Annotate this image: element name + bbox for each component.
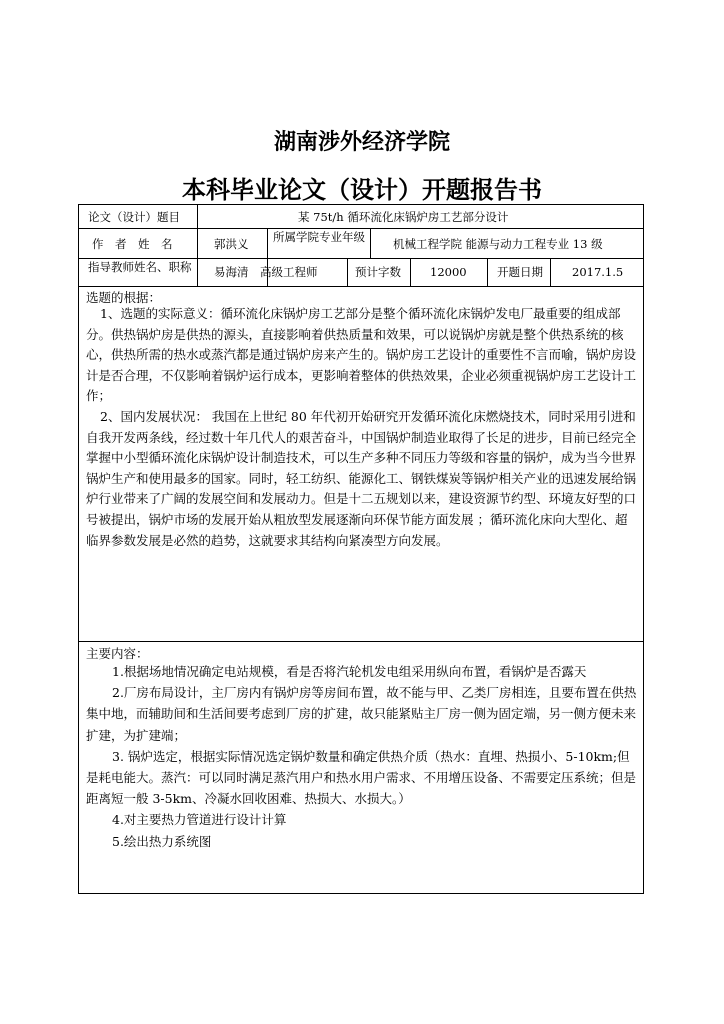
- content-item: 5.绘出热力系统图: [112, 833, 212, 849]
- col-divider: [197, 204, 198, 286]
- topic-label: 论文（设计）题目: [88, 210, 180, 224]
- row-divider: [78, 258, 644, 259]
- word-count-value: 12000: [430, 265, 467, 279]
- basis-heading: 选题的根据：: [86, 290, 162, 305]
- content-item: 4.对主要热力管道进行设计计算: [112, 812, 287, 828]
- content-item: 2.厂房布局设计，主厂房内有锅炉房等房间布置，故不能与甲、乙类厂房相连，且要布置在供热集中地，而辅助间和生活间要考虑到厂房的扩建，故只能紧贴主厂房一侧为固定端，另一侧方便未来扩建，为扩建端；: [86, 685, 637, 743]
- university-name: 湖南涉外经济学院: [273, 130, 450, 155]
- content-item: 3. 锅炉选定，根据实际情况选定锅炉数量和确定供热介质（热水：直埋、热损小、5-10km;但是耗电能大。蒸汽：可以同时满足蒸汽用户和热水用户需求、不用增压设备、不需要定压系统；但是距离短一般 3-5km、冷凝水回收困难、热损大、水损大。）: [86, 748, 637, 807]
- basis-paragraph: 2、国内发展状况： 我国在上世纪 80 年代初开始研究开发循环流化床燃烧技术，同时采用引进和自我开发两条线，经过数十年几代人的艰苦奋斗，中国锅炉制造业取得了长足的进步，目前已经完全掌握中小型循环流化床锅炉设计制造技术，可以生产多种不同压力等级和容量的锅炉，成为当今世界锅炉生产和使用最多的国家。同时，轻工纺织、能源化工、钢铁煤炭等锅炉相关产业的迅速发展给锅炉行业带来了广阔的发展空间和发展动力。但是十二五规划以来，建设资源节约型、环境友好型的口号被提出，锅炉市场的发展开始从粗放型发展逐渐向环保节能方面发展 ；循环流化床向大型化、超临界参数发展是必然的趋势，这就要求其结构向紧凑型方向发展。: [86, 408, 637, 548]
- author-value: 郭洪义: [214, 237, 249, 251]
- content-heading: 主要内容：: [86, 646, 149, 661]
- col-divider: [550, 258, 551, 286]
- row-divider: [78, 228, 644, 229]
- date-label: 开题日期: [497, 265, 543, 279]
- content-item: 1.根据场地情况确定电站规模，看是否将汽轮机发电组采用纵向布置，看锅炉是否露天: [112, 664, 587, 679]
- date-value: 2017.1.5: [572, 265, 624, 279]
- advisor-value: 易海清 高级工程师: [214, 265, 318, 279]
- basis-paragraph: 1、选题的实际意义：循环流化床锅炉房工艺部分是整个循环流化床锅炉发电厂最重要的组成部分。供热锅炉房是供热的源头，直接影响着供热质量和效果，可以说锅炉房就是整个供热系统的核心，供热所需的热水或蒸汽都是通过锅炉房来产生的。锅炉房工艺设计的重要性不言而喻，锅炉房设计是否合理，不仅影响着锅炉运行成本，更影响着整体的供热效果，企业必须重视锅炉房工艺设计工作；: [86, 306, 637, 404]
- col-divider: [487, 258, 488, 286]
- col-divider: [370, 228, 371, 258]
- college-label-text: 所属学院专业年级: [273, 230, 365, 244]
- basis-section: [86, 304, 638, 551]
- word-count-label: 预计字数: [355, 265, 401, 279]
- author-label: 作 者 姓 名: [92, 237, 173, 251]
- advisor-label: [88, 260, 196, 284]
- col-divider: [347, 258, 348, 286]
- col-divider: [410, 258, 411, 286]
- document-title: 本科毕业论文（设计）开题报告书: [182, 176, 542, 204]
- content-section: [86, 661, 638, 852]
- college-label: [273, 230, 369, 256]
- row-divider: [78, 641, 644, 642]
- advisor-label-text: 指导教师姓名、职称: [88, 260, 192, 274]
- topic-value: 某 75t/h 循环流化床锅炉房工艺部分设计: [298, 210, 509, 224]
- college-value: 机械工程学院 能源与动力工程专业 13 级: [393, 237, 603, 251]
- row-divider: [78, 286, 644, 287]
